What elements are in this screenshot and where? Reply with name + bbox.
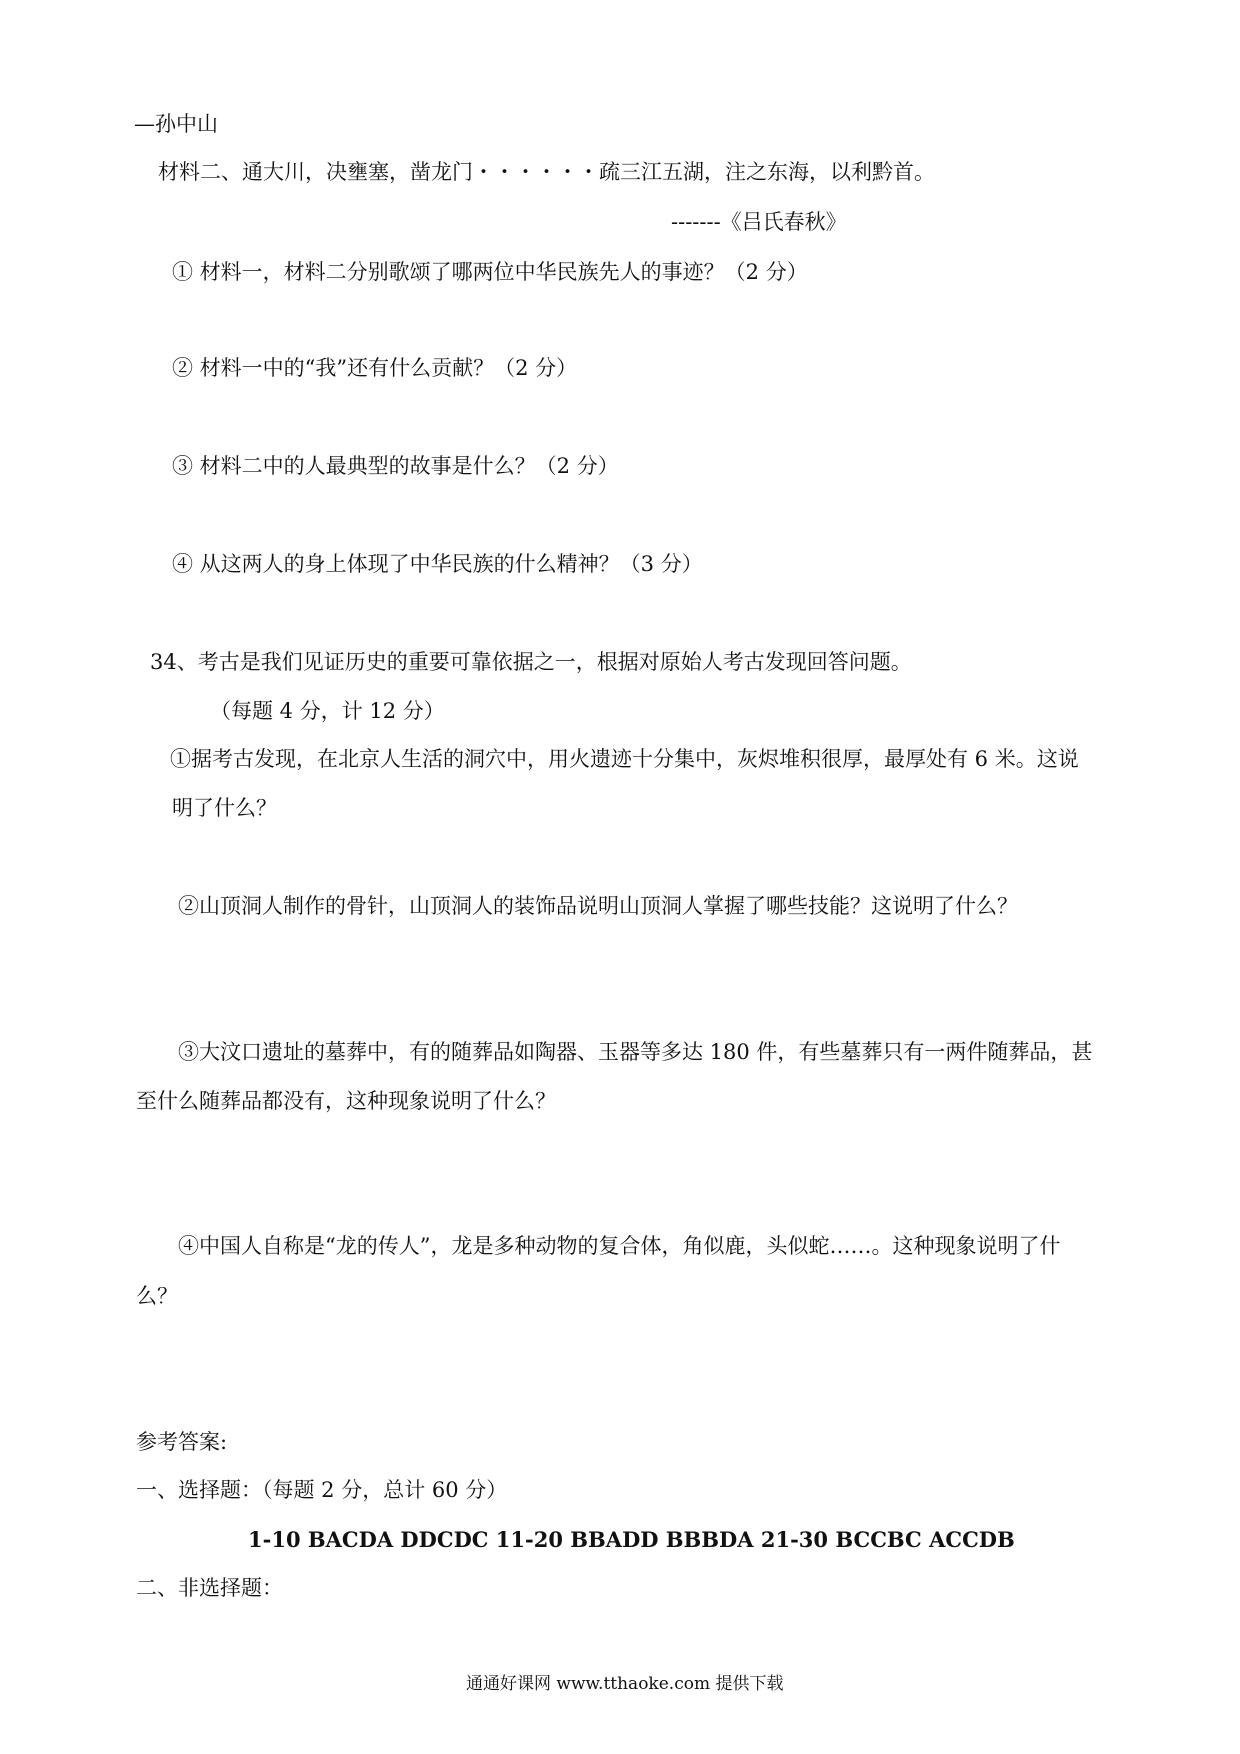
question-34-q3-line1: ③大汶口遗址的墓葬中，有的随葬品如陶器、玉器等多达 180 件，有些墓葬只有一两件随葬品，甚 bbox=[178, 1040, 1093, 1064]
subquestion-2: ② 材料一中的“我”还有什么贡献？（2 分） bbox=[172, 356, 578, 380]
subquestion-1: ① 材料一，材料二分别歌颂了哪两位中华民族先人的事迹？（2 分） bbox=[172, 260, 808, 284]
question-34-score-note: （每题 4 分，计 12 分） bbox=[210, 699, 445, 723]
question-34-q1-line2: 明了什么？ bbox=[172, 796, 277, 820]
material-one-attribution: —孙中山 bbox=[134, 112, 218, 136]
subquestion-3: ③ 材料二中的人最典型的故事是什么？（2 分） bbox=[172, 454, 619, 478]
question-34-q1-line1: ①据考古发现，在北京人生活的洞穴中，用火遗迹十分集中，灰烬堆积很厚，最厚处有 6 米。这说 bbox=[170, 747, 1079, 771]
question-34-q4-line2: 么？ bbox=[136, 1284, 178, 1308]
page-footer: 通通好课网 www.tthaoke.com 提供下载 bbox=[466, 1674, 784, 1694]
material-two-text: 材料二、通大川，决壅塞，凿龙门・・・・・・疏三江五湖，注之东海，以利黔首。 bbox=[158, 160, 935, 184]
question-34-q3-line2: 至什么随葬品都没有，这种现象说明了什么？ bbox=[136, 1089, 556, 1113]
answers-section-two: 二、非选择题： bbox=[136, 1576, 283, 1600]
answers-heading: 参考答案: bbox=[136, 1430, 228, 1454]
question-34-q4-line1: ④中国人自称是“龙的传人”，龙是多种动物的复合体，角似鹿，头似蛇……。这种现象说明了什 bbox=[178, 1234, 1061, 1258]
material-two-source: -------《吕氏春秋》 bbox=[671, 210, 847, 234]
choice-answers: 1-10 BACDA DDCDC 11-20 BBADD BBBDA 21-30 BCCBC ACCDB bbox=[248, 1527, 1015, 1552]
answers-section-one: 一、选择题：（每题 2 分，总计 60 分） bbox=[136, 1478, 508, 1502]
question-34-q2: ②山顶洞人制作的骨针，山顶洞人的装饰品说明山顶洞人掌握了哪些技能？这说明了什么？ bbox=[178, 894, 1018, 918]
subquestion-4: ④ 从这两人的身上体现了中华民族的什么精神？（3 分） bbox=[172, 552, 703, 576]
question-34-stem: 34、考古是我们见证历史的重要可靠依据之一，根据对原始人考古发现回答问题。 bbox=[150, 650, 912, 674]
